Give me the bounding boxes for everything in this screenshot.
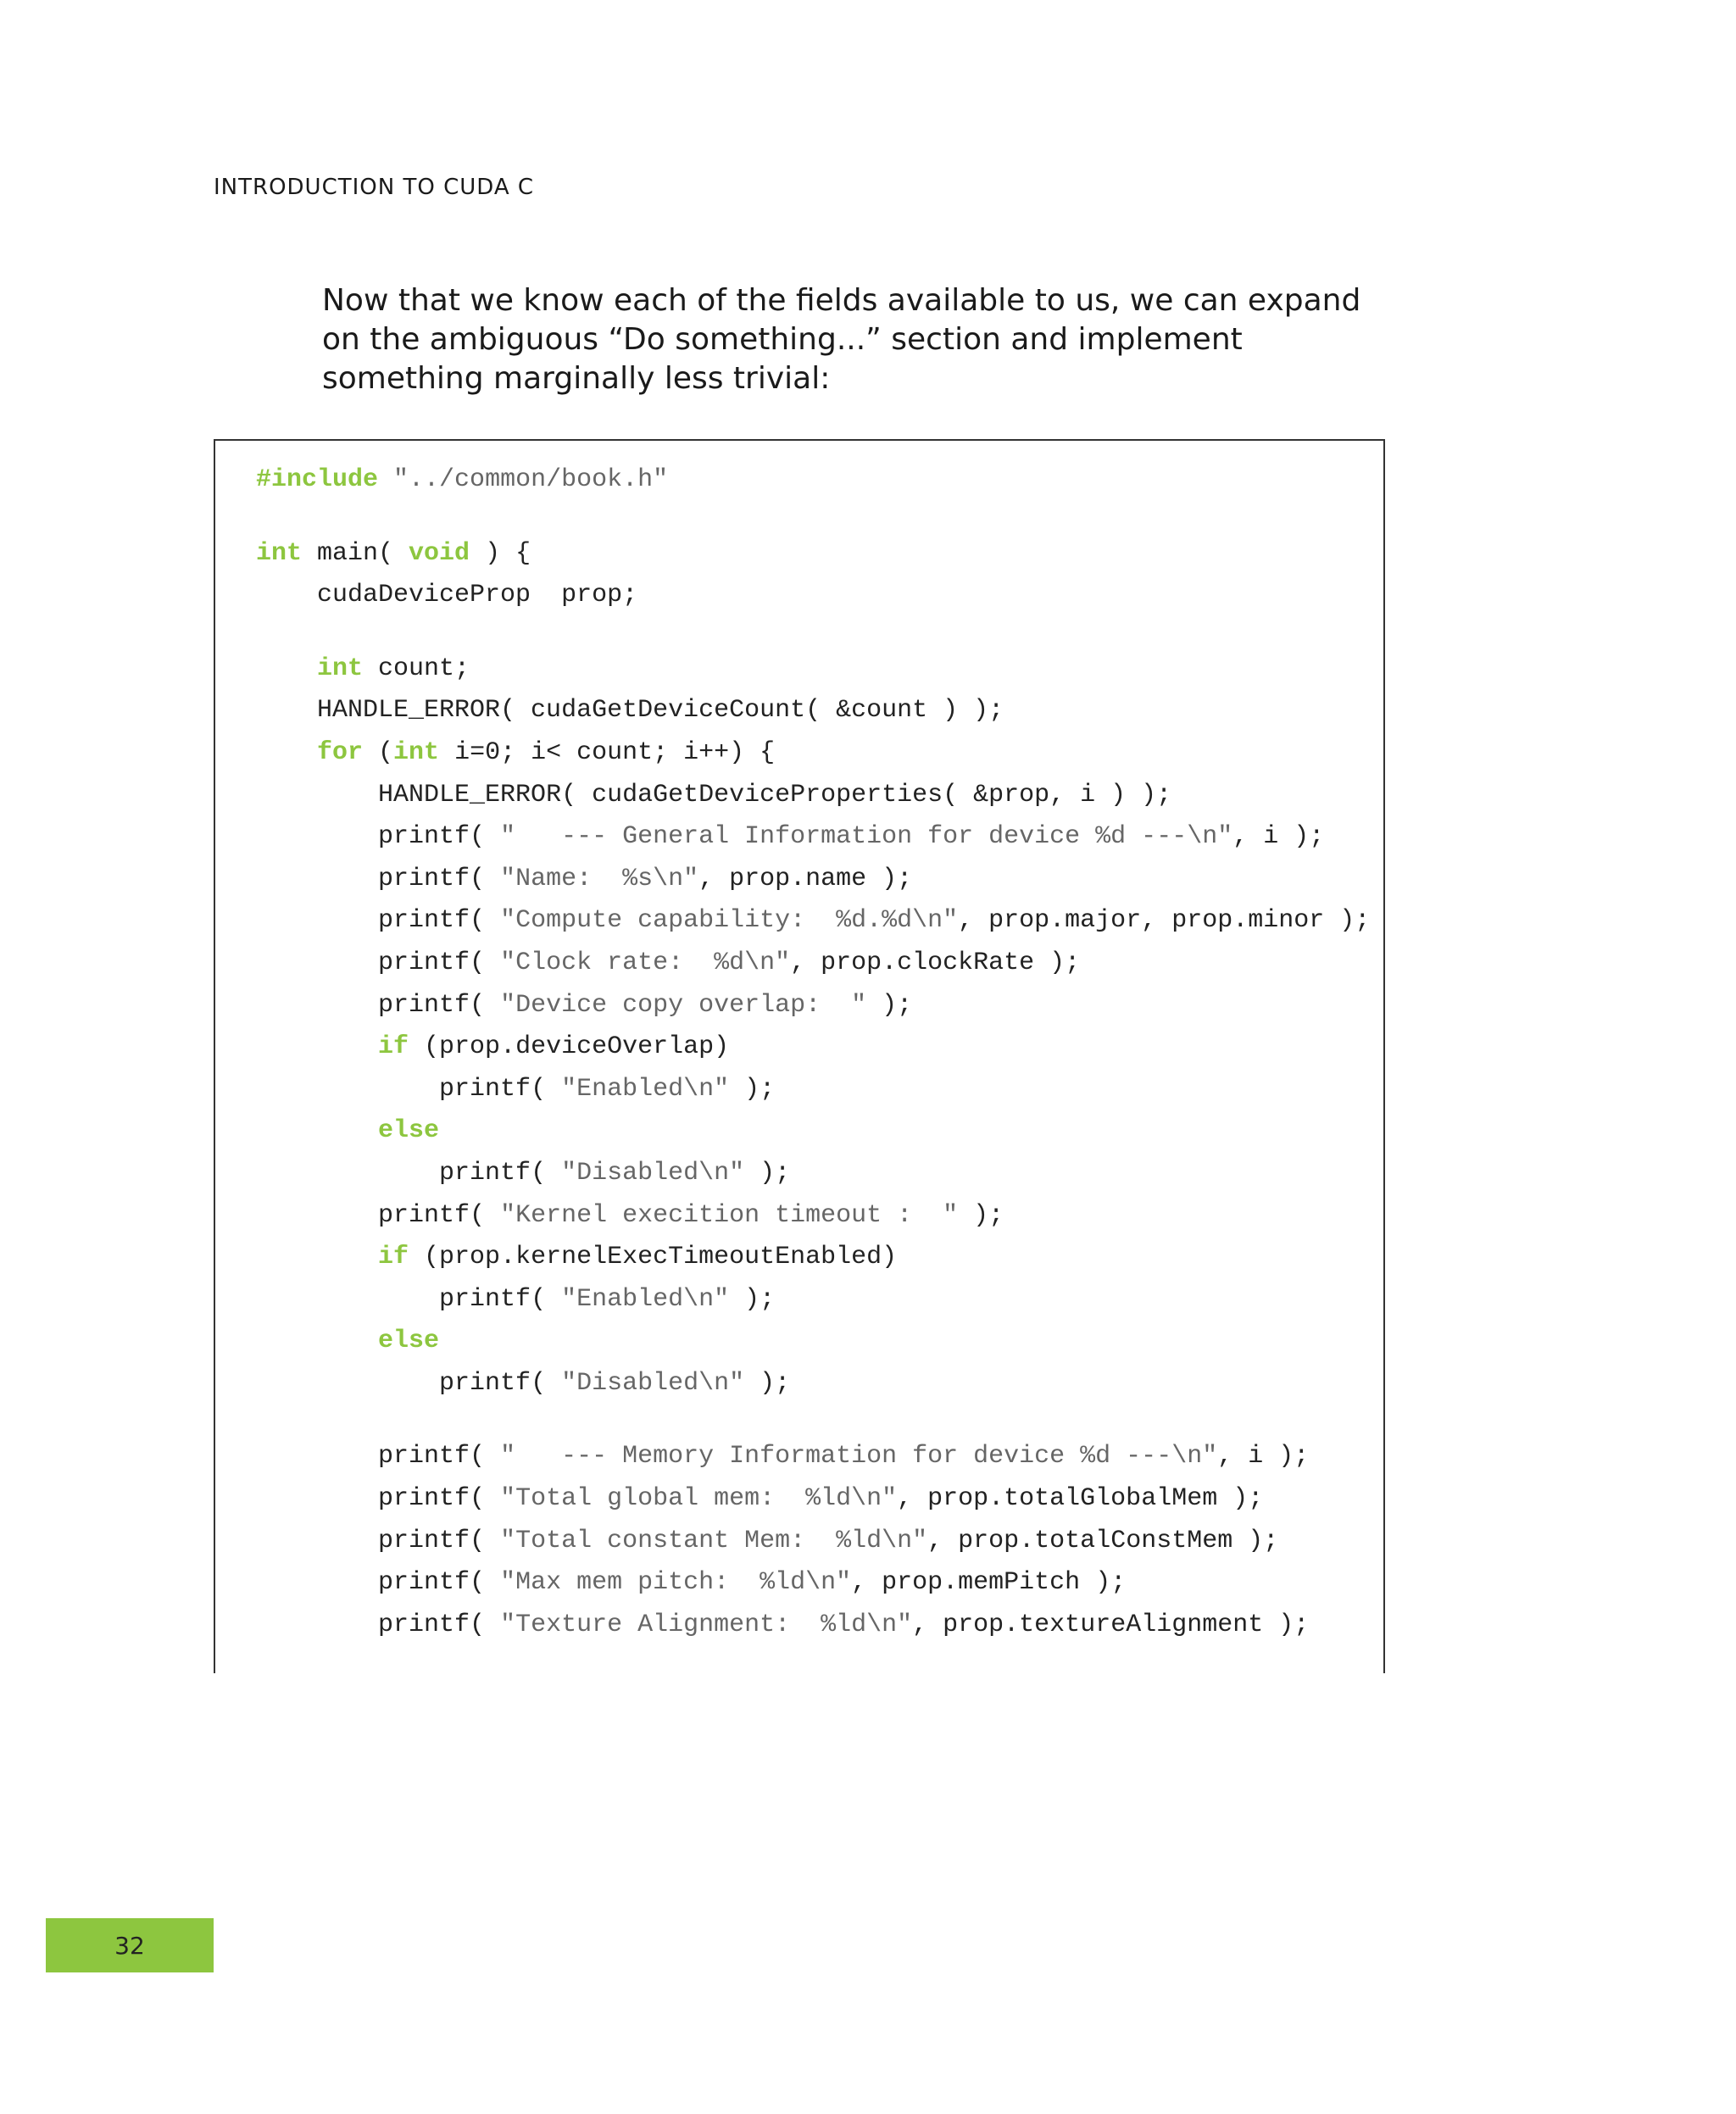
- code-text: , prop.totalConstMem );: [927, 1526, 1279, 1555]
- code-line: [256, 1026, 1370, 1069]
- code-line: [256, 1279, 1370, 1321]
- code-string: "Disabled\n": [561, 1368, 745, 1398]
- code-text: );: [866, 990, 913, 1020]
- code-text: HANDLE_ERROR( cudaGetDeviceCount( &count ) );: [317, 696, 1004, 726]
- code-text: printf(: [378, 1442, 501, 1471]
- code-keyword: int: [256, 538, 303, 568]
- code-text: (: [363, 737, 394, 767]
- code-line: [256, 459, 1370, 502]
- code-text: (prop.deviceOverlap): [409, 1032, 730, 1062]
- code-line: [256, 1436, 1370, 1478]
- code-line: [256, 1363, 1370, 1405]
- code-line: [256, 816, 1370, 859]
- code-blank-line: [256, 502, 1370, 533]
- code-text: printf(: [378, 822, 501, 852]
- code-string: "Compute capability: %d.%d\n": [500, 906, 959, 936]
- code-line: [256, 533, 1370, 576]
- code-line: [256, 775, 1370, 817]
- code-text: printf(: [378, 1568, 501, 1598]
- code-blank-line: [256, 617, 1370, 648]
- code-text: printf(: [378, 1484, 501, 1514]
- code-text: printf(: [378, 990, 501, 1020]
- code-text: , prop.name );: [698, 864, 913, 893]
- code-blank-line: [256, 1405, 1370, 1436]
- code-string: "Kernel execition timeout : ": [500, 1200, 959, 1230]
- code-text: );: [958, 1200, 1004, 1230]
- code-text: main(: [302, 538, 409, 568]
- code-string: "Enabled\n": [561, 1284, 730, 1314]
- code-line: [256, 1562, 1370, 1605]
- code-line: [256, 943, 1370, 985]
- code-line: [256, 1321, 1370, 1363]
- running-header: INTRODUCTION TO CUDA C: [214, 175, 535, 200]
- code-line: [256, 1110, 1370, 1153]
- code-keyword: int: [317, 654, 364, 683]
- code-text: printf(: [439, 1284, 562, 1314]
- code-text: );: [729, 1284, 776, 1314]
- code-text: printf(: [378, 1526, 501, 1555]
- code-line: [256, 575, 1370, 617]
- code-keyword: for: [317, 737, 364, 767]
- code-text: printf(: [439, 1368, 562, 1398]
- code-string: " --- Memory Information for device %d ---\n": [500, 1442, 1218, 1471]
- code-line: [256, 859, 1370, 901]
- code-line: [256, 732, 1370, 775]
- code-text: , i );: [1217, 1442, 1310, 1471]
- code-keyword: else: [378, 1116, 440, 1146]
- code-line: [256, 1478, 1370, 1521]
- code-text: , prop.totalGlobalMem );: [897, 1484, 1264, 1514]
- code-text: (prop.kernelExecTimeoutEnabled): [409, 1243, 898, 1272]
- code-text: printf(: [378, 906, 501, 936]
- code-text: );: [744, 1158, 791, 1188]
- code-text: printf(: [439, 1074, 562, 1104]
- code-line: [256, 1237, 1370, 1279]
- code-text: );: [729, 1074, 776, 1104]
- code-text: , prop.textureAlignment );: [912, 1610, 1310, 1639]
- code-string: " --- General Information for device %d ---\n": [500, 822, 1233, 852]
- code-line: [256, 1069, 1370, 1111]
- code-line: [256, 690, 1370, 732]
- code-line: [256, 900, 1370, 943]
- code-keyword: else: [378, 1327, 440, 1356]
- code-string: "Clock rate: %d\n": [500, 948, 791, 977]
- code-string: "Device copy overlap: ": [500, 990, 867, 1020]
- code-listing-box: [214, 439, 1385, 1673]
- code-text: i=0; i< count; i++) {: [439, 737, 776, 767]
- code-text: printf(: [378, 1200, 501, 1230]
- code-string: "Name: %s\n": [500, 864, 699, 893]
- code-string: "Total global mem: %ld\n": [500, 1484, 898, 1514]
- code-text: printf(: [378, 1610, 501, 1639]
- code-line: [256, 648, 1370, 691]
- code-text: , prop.memPitch );: [851, 1568, 1127, 1598]
- code-text: cudaDeviceProp prop;: [317, 581, 638, 610]
- code-text: printf(: [378, 864, 501, 893]
- code-line: [256, 1521, 1370, 1563]
- code-keyword: if: [378, 1243, 409, 1272]
- code-line: [256, 1153, 1370, 1195]
- code-text: );: [744, 1368, 791, 1398]
- code-text: printf(: [439, 1158, 562, 1188]
- code-string: "Disabled\n": [561, 1158, 745, 1188]
- code-line: [256, 985, 1370, 1027]
- code-line: [256, 1195, 1370, 1238]
- code-text: printf(: [378, 948, 501, 977]
- code-listing: [256, 459, 1370, 1646]
- code-string: "Enabled\n": [561, 1074, 730, 1104]
- code-keyword: int: [393, 737, 440, 767]
- page-number: 32: [114, 1931, 145, 1960]
- code-text: count;: [363, 654, 470, 683]
- code-text: , i );: [1232, 822, 1325, 852]
- code-line: [256, 1605, 1370, 1647]
- code-text: HANDLE_ERROR( cudaGetDeviceProperties( &prop, i ) );: [378, 780, 1172, 809]
- code-string: "Max mem pitch: %ld\n": [500, 1568, 852, 1598]
- code-text: , prop.clockRate );: [790, 948, 1081, 977]
- intro-paragraph: Now that we know each of the fields available to us, we can expand on the ambiguous “Do something...” section and implement something marginally less trivial:: [322, 283, 1361, 396]
- code-text: ) {: [470, 538, 531, 568]
- code-string: "Texture Alignment: %ld\n": [500, 1610, 913, 1639]
- page-number-tab: [46, 1918, 214, 1972]
- code-text: , prop.major, prop.minor );: [958, 906, 1371, 936]
- code-keyword: #include: [256, 465, 379, 494]
- code-string: "Total constant Mem: %ld\n": [500, 1526, 928, 1555]
- code-keyword: if: [378, 1032, 409, 1062]
- code-keyword: void: [409, 538, 470, 568]
- code-string: "../common/book.h": [393, 465, 669, 494]
- code-text: [378, 465, 393, 494]
